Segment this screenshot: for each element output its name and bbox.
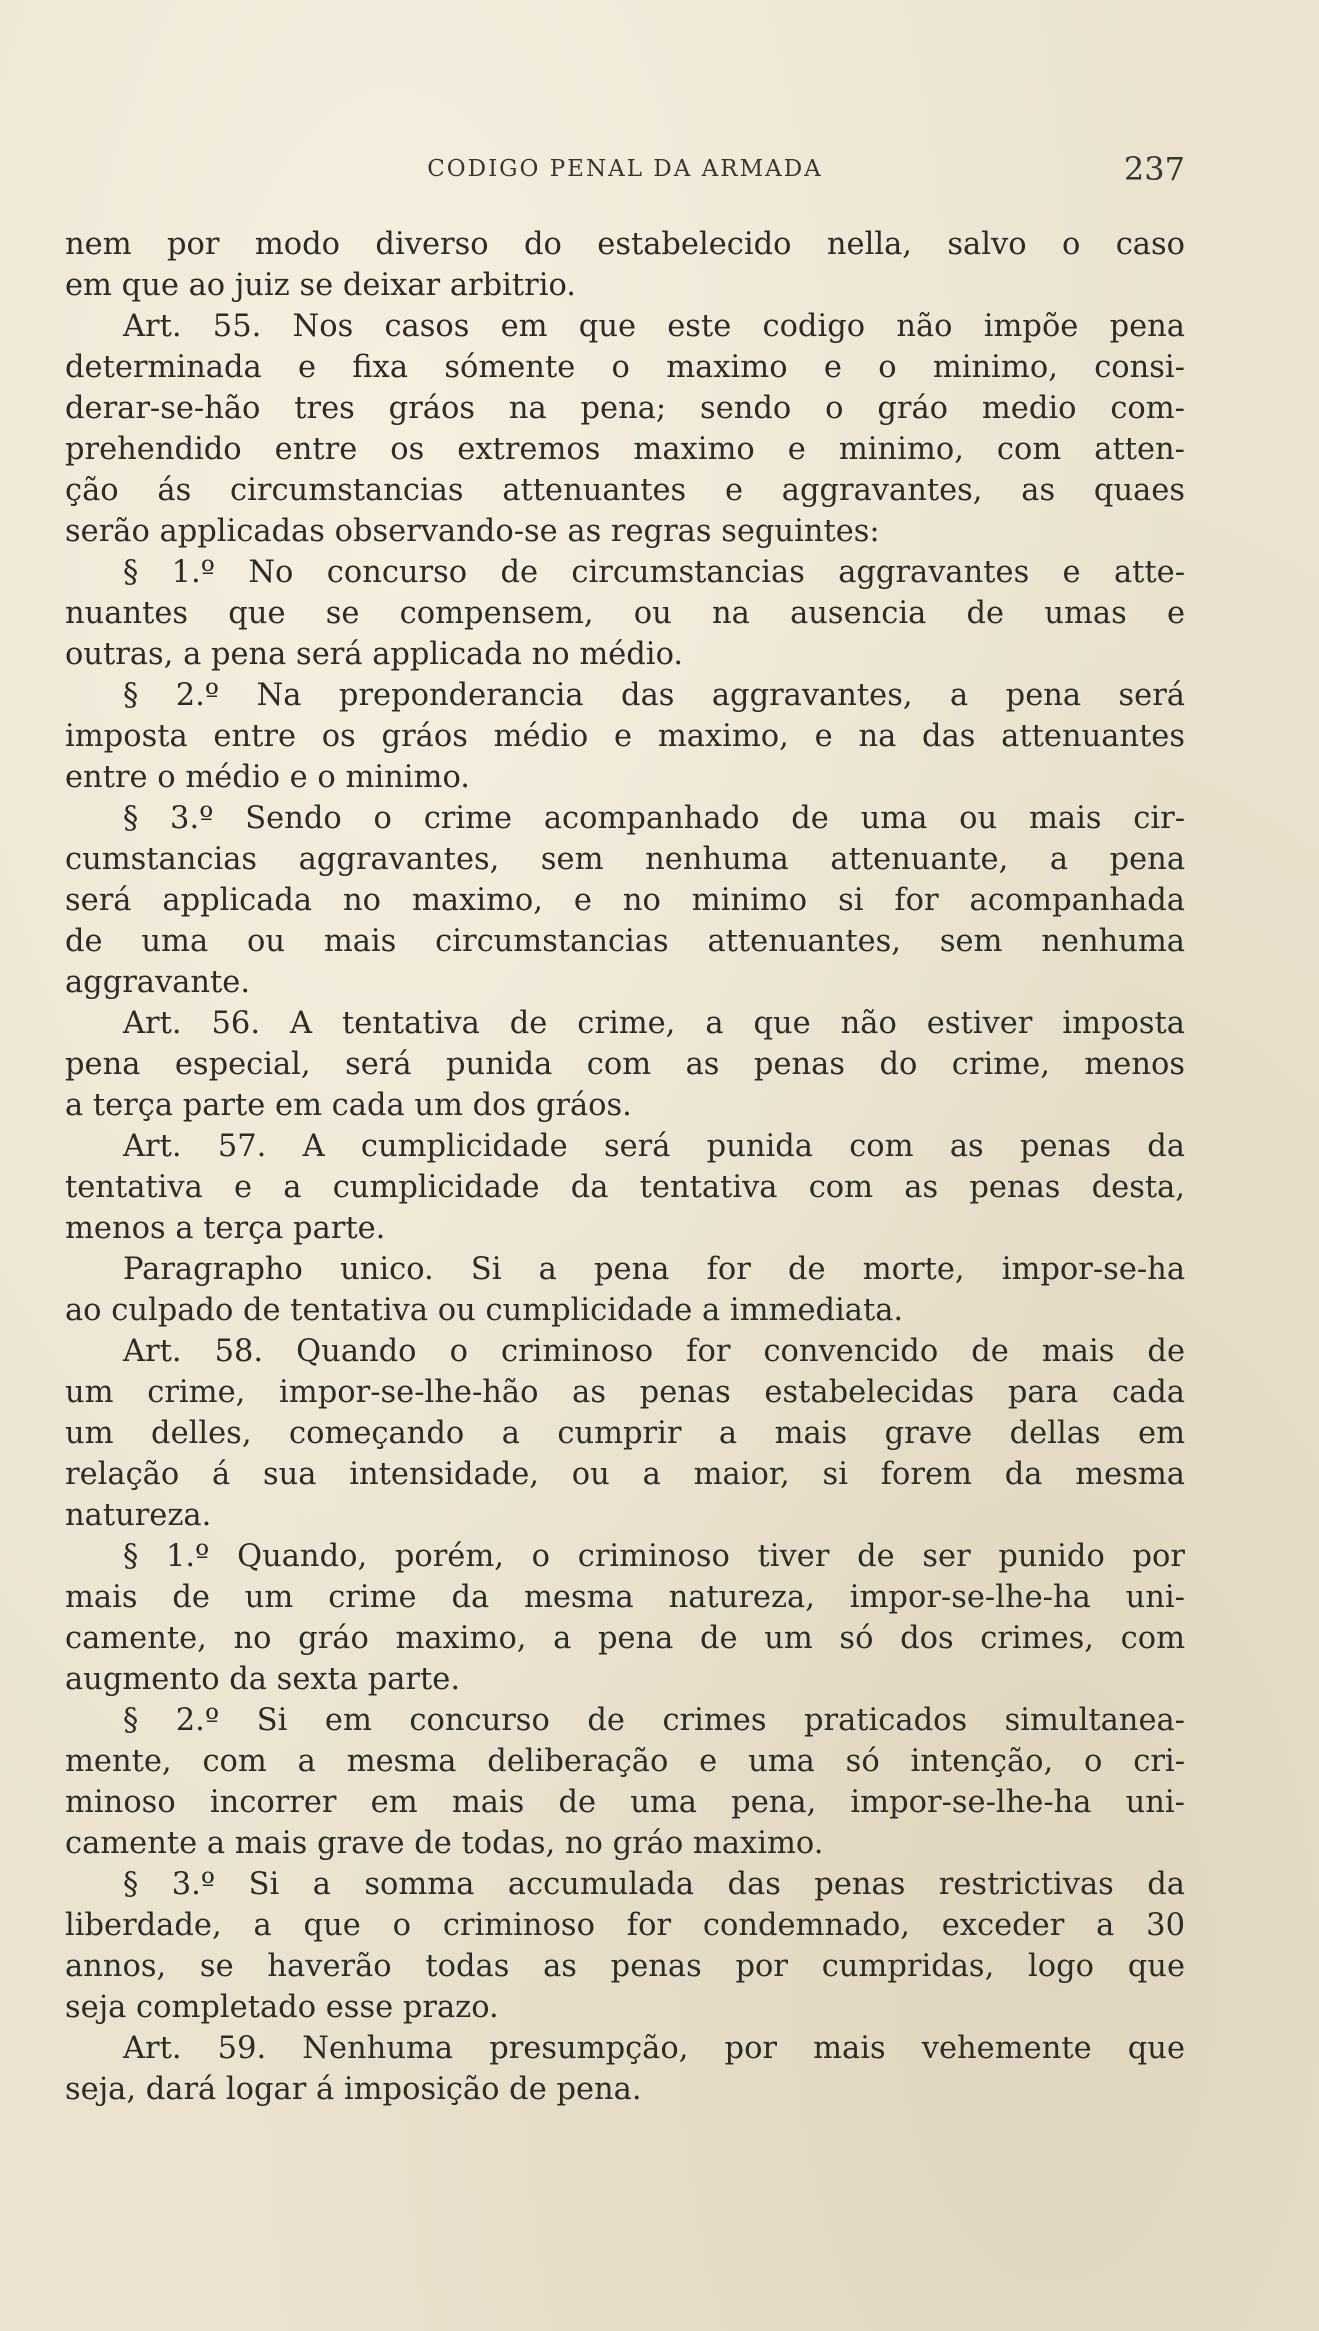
body-text [65, 224, 1185, 2110]
text-line: § 2.º Si em concurso de crimes praticados simultanea- [123, 1703, 1185, 1738]
text-line: § 3.º Si a somma accumulada das penas restrictivas da [123, 1867, 1185, 1902]
text-line: Art. 58. Quando o criminoso for convencido de mais de [123, 1334, 1185, 1369]
text-line: § 1.º Quando, porém, o criminoso tiver de ser punido por [123, 1539, 1185, 1574]
text-line: liberdade, a que o criminoso for condemnado, exceder a 30 [65, 1908, 1185, 1943]
text-line: nem por modo diverso do estabelecido nella, salvo o caso [65, 227, 1185, 262]
text-line: Paragrapho unico. Si a pena for de morte, impor-se-ha [123, 1252, 1185, 1287]
text-line: menos a terça parte. [65, 1211, 386, 1246]
text-line: aggravante. [65, 965, 251, 1000]
text-line: relação á sua intensidade, ou a maior, si forem da mesma [65, 1457, 1185, 1492]
text-line: serão applicadas observando-se as regras seguintes: [65, 514, 880, 549]
text-line: Art. 55. Nos casos em que este codigo não impõe pena [123, 309, 1185, 344]
text-line: entre o médio e o minimo. [65, 760, 470, 795]
text-line: imposta entre os gráos médio e maximo, e na das attenuantes [65, 719, 1185, 754]
text-line: camente a mais grave de todas, no gráo maximo. [65, 1826, 824, 1861]
text-line: derar-se-hão tres gráos na pena; sendo o gráo medio com- [65, 391, 1185, 426]
text-line: § 1.º No concurso de circumstancias aggravantes e atte- [123, 555, 1185, 590]
text-line: seja completado esse prazo. [65, 1990, 499, 2025]
text-line: em que ao juiz se deixar arbitrio. [65, 268, 576, 303]
text-line: § 2.º Na preponderancia das aggravantes, a pena será [123, 678, 1185, 713]
text-line: camente, no gráo maximo, a pena de um só dos crimes, com [65, 1621, 1185, 1656]
text-line: Art. 57. A cumplicidade será punida com as penas da [123, 1129, 1185, 1164]
text-line: annos, se haverão todas as penas por cumpridas, logo que [65, 1949, 1185, 1984]
text-line: Art. 56. A tentativa de crime, a que não estiver imposta [123, 1006, 1185, 1041]
page-number: 237 [1123, 150, 1185, 188]
text-line: um crime, impor-se-lhe-hão as penas estabelecidas para cada [65, 1375, 1185, 1410]
text-line: augmento da sexta parte. [65, 1662, 461, 1697]
text-line: prehendido entre os extremos maximo e minimo, com atten- [65, 432, 1185, 467]
text-line: § 3.º Sendo o crime acompanhado de uma ou mais cir- [123, 801, 1185, 836]
text-line: nuantes que se compensem, ou na ausencia de umas e [65, 596, 1185, 631]
text-line: ção ás circumstancias attenuantes e aggravantes, as quaes [65, 473, 1185, 508]
text-line: cumstancias aggravantes, sem nenhuma attenuante, a pena [65, 842, 1185, 877]
text-line: ao culpado de tentativa ou cumplicidade a immediata. [65, 1293, 904, 1328]
text-line: mais de um crime da mesma natureza, impor-se-lhe-ha uni- [65, 1580, 1185, 1615]
text-line: será applicada no maximo, e no minimo si for acompanhada [65, 883, 1185, 918]
running-title: CODIGO PENAL DA ARMADA [427, 156, 823, 182]
text-line: Art. 59. Nenhuma presumpção, por mais vehemente que [123, 2031, 1185, 2066]
text-line: de uma ou mais circumstancias attenuantes, sem nenhuma [65, 924, 1185, 959]
running-head [65, 150, 1185, 190]
text-line: tentativa e a cumplicidade da tentativa com as penas desta, [65, 1170, 1185, 1205]
text-line: determinada e fixa sómente o maximo e o minimo, consi- [65, 350, 1185, 385]
text-line: seja, dará logar á imposição de pena. [65, 2072, 642, 2107]
text-line: a terça parte em cada um dos gráos. [65, 1088, 632, 1123]
text-line: um delles, começando a cumprir a mais grave dellas em [65, 1416, 1185, 1451]
text-line: minoso incorrer em mais de uma pena, impor-se-lhe-ha uni- [65, 1785, 1185, 1820]
text-line: outras, a pena será applicada no médio. [65, 637, 684, 672]
text-line: natureza. [65, 1498, 212, 1533]
text-line: mente, com a mesma deliberação e uma só intenção, o cri- [65, 1744, 1185, 1779]
text-line: pena especial, será punida com as penas do crime, menos [65, 1047, 1185, 1082]
